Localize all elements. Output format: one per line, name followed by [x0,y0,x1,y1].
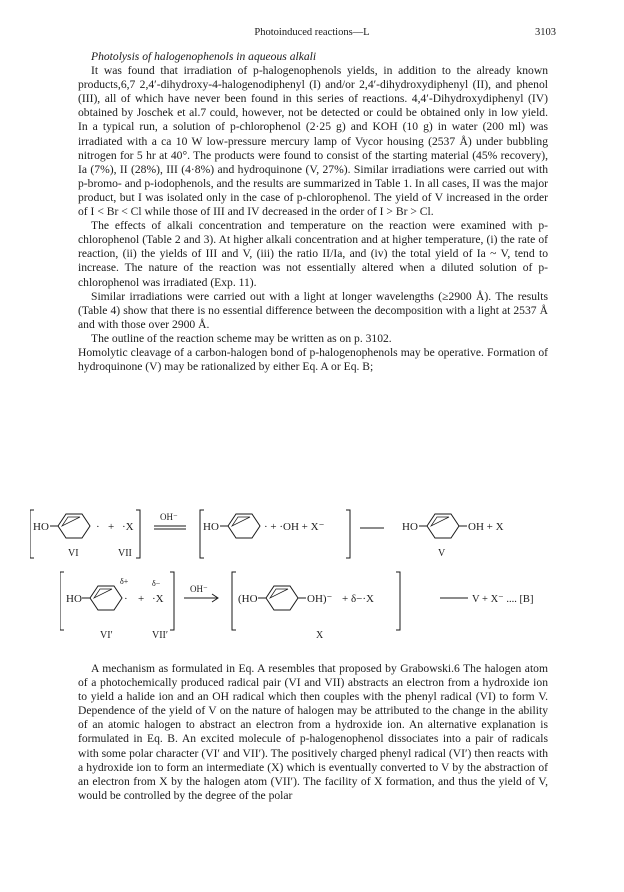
eqb-mid-rest: + δ−·X [342,593,374,605]
eqb-mid-oh: OH)⁻ [307,593,333,605]
svg-text:·: · [124,593,128,605]
label-v: V [438,548,446,559]
equation-a [30,508,600,564]
paragraph-2: The effects of alkali concentration and temperature on the reaction were examined with p-chlorophenol (Table 2 and 3). At higher alkali concentration and at higher temperature, (i) the rate of reaction, (ii) the yields of III and V, (iii) the ratio II/Ia, and (iv) the total yield of Ia ~ V, tend to increase. The nature of the reaction was not essentially altered when a diluted solution of p-chlorophenol was irradiated (Exp. 11). [78,219,548,289]
eqa-mid-ho: HO [203,521,219,533]
eqa-left-ho: HO [33,521,49,533]
eqa-left-plus: + [108,521,115,533]
discussion-body [78,662,548,803]
label-vii: VII [118,548,132,559]
running-title: Photoinduced reactions—L [254,27,370,38]
label-x: X [316,630,324,641]
equation-b [60,570,600,642]
paragraph-1: It was found that irradiation of p-halogenophenols yields, in addition to the already known products,6,7 2,4′-dihydroxy-4-halogenodiphenyl (I) and/or 2,4′-dihydroxydiphenyl (II), and phenol (III), all of which have never been found in this series of reactions. 4,4′-Dihydroxydiphenyl (IV) obtained by Joschek et al.7 could, however, not be detected or could be obtained only in low yield. In a typical run, a solution of p-chlorophenol (2·25 g) and KOH (10 g) in water (200 ml) was irradiated with a ca 10 W low-pressure mercury lamp of Vycor housing (2537 Å) under bubbling nitrogen for 5 hr at 40°. The products were found to consist of the starting material (45% recovery), Ia (7%), II (28%), III (4·8%) and hydroquinone (V, 27%). Similar irradiations were carried out with p-bromo- and p-iodophenols, and the results are summarized in Table 1. In all cases, II was the major product, but I was isolated only in the case of p-chlorophenol. The yield of V increased in the order of I < Br < Cl while those of III and IV decreased in the order of I > Br > Cl. [78,64,548,219]
eqb-delta-plus: δ+ [120,577,129,586]
benzene-ring-icon [266,586,298,610]
benzene-ring-icon [90,586,122,610]
paragraph-4: The outline of the reaction scheme may be written as on p. 3102. [91,331,392,345]
benzene-ring-icon [228,514,260,538]
eqa-right-ho: HO [402,521,418,533]
label-vi-prime: VI′ [100,630,113,641]
page-number: 3103 [535,27,556,38]
paragraph-5: Homolytic cleavage of a carbon-halogen bond of p-halogenophenols may be operative. Formation of hydroquinone (V) may be rationalized by either Eq. A or Eq. B; [78,345,548,374]
eqa-mid-rest: · + ·OH + X⁻ [264,521,325,533]
benzene-ring-icon [427,514,459,538]
eqa-left-x: ·X [122,521,134,533]
label-vii-prime: VII′ [152,630,169,641]
eqa-arrow-label: OH⁻ [160,512,178,522]
section-heading: Photolysis of halogenophenols in aqueous alkali [91,50,317,63]
eqb-result: V + X⁻ .... [B] [472,594,534,605]
eqb-mid-ho: (HO [238,593,258,605]
eqb-left-x: ·X [152,593,164,605]
discussion-paragraph: A mechanism as formulated in Eq. A resembles that proposed by Grabowski.6 The halogen atom of a photochemically produced radical pair (VI and VII) abstracts an electron from a hydroxide ion to yield a halide ion and an OH radical which then couples with the phenyl radical (VI) to form V. Dependence of the yield of V on the nature of halogen may be attributed to the change in the ability of an atomic halogen to abstract an electron from a hydroxide ion. An alternative explanation is formulated in Eq. B. An excited molecule of p-halogenophenol dissociates into a pair of radicals with some polar character (VI′ and VII′). The positively charged phenyl radical (VI′) then reacts with a hydroxide ion to form an intermediate (X) which is eventually converted to V by the abstraction of an electron from X by the halogen atom (VII′). The facility of X formation, and thus the yield of V, would be controlled by the degree of the polar [78,662,548,802]
benzene-ring-icon [58,514,90,538]
eqb-left-plus: + [138,593,145,605]
eqa-left-dot: · [96,521,100,533]
label-vi: VI [68,548,79,559]
running-header [0,27,624,41]
eqb-delta-minus: δ− [152,579,161,588]
eqb-left-ho: HO [66,593,82,605]
eqb-arrow-label: OH⁻ [190,584,208,594]
paragraph-3: Similar irradiations were carried out with a light at longer wavelengths (≥2900 Å). The results (Table 4) show that there is no essential difference between the decomposition with a light at 2537 Å and with those over 2900 Å. [78,289,548,331]
eqa-right-rest: OH + X [468,521,504,533]
section-body [78,50,548,374]
